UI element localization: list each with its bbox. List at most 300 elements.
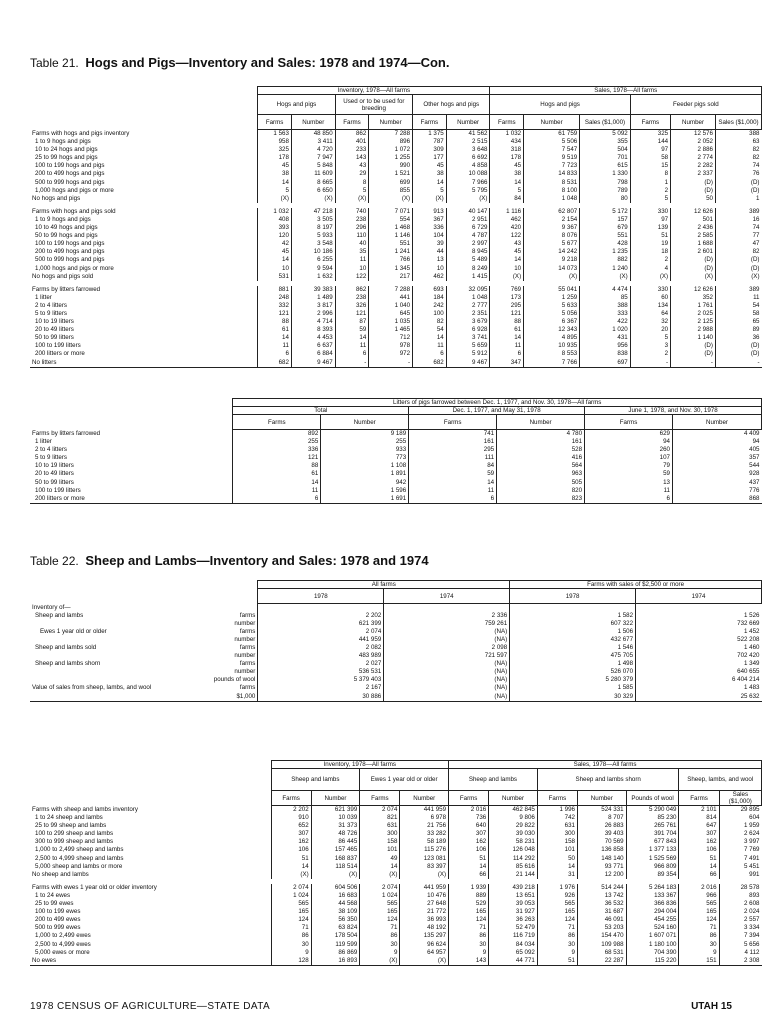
row-label (30, 636, 258, 644)
cell-value: 38 (413, 170, 447, 178)
cell-value: 71 (271, 924, 311, 932)
col-farms: Farms (413, 115, 447, 130)
cell-value: 6 255 (291, 256, 335, 264)
row-label: 1,000 hogs and pigs or more (35, 264, 114, 272)
col-number: Number (321, 415, 409, 430)
litters-heading: Litters of pigs farrowed between Dec. 1, 1977, and Nov. 30, 1978—All farms (233, 399, 762, 407)
table-row (30, 310, 762, 318)
cell-value: 2 024 (719, 908, 761, 916)
cell-value: 2 337 (671, 170, 716, 178)
row-unit: farms (239, 627, 256, 635)
cell-value: 401 (335, 138, 369, 146)
cell-value: 94 (585, 438, 673, 446)
col-farms: Farms (630, 115, 670, 130)
cell-value: 3 (630, 342, 670, 350)
cell-value: 8 076 (524, 232, 580, 240)
col-number: Number (489, 791, 538, 806)
row-label: 2 to 4 litters (35, 301, 67, 309)
cell-value: 36 993 (400, 916, 449, 924)
cell-value: 702 420 (636, 652, 762, 660)
row-label-text: Sheep and lambs sold (35, 643, 97, 651)
cell-value: 352 (671, 294, 716, 302)
cell-value: 178 (258, 154, 292, 162)
cell-value: 1 976 (537, 884, 577, 892)
t22-detail-group-sales: Sales, 1978—All farms (449, 761, 762, 769)
table-row (30, 892, 762, 900)
cell-value: 2 515 (446, 138, 490, 146)
cell-value: 124 (449, 916, 489, 924)
cell-value: 51 (271, 855, 311, 863)
cell-value: 1 607 071 (626, 932, 679, 940)
table-row (30, 146, 762, 154)
cell-value: 115 276 (400, 846, 449, 854)
table-row (30, 334, 762, 342)
cell-value: 178 (490, 154, 524, 162)
cell-value: 143 (449, 957, 489, 966)
col-farms: Farms (360, 791, 400, 806)
cell-value: 82 (413, 318, 447, 326)
col-number: Number (671, 115, 716, 130)
cell-value: 173 (490, 294, 524, 302)
cell-value: 85 230 (626, 814, 679, 822)
cell-value: 928 (673, 470, 762, 478)
cell-value: 84 (409, 462, 497, 470)
cell-value: 93 771 (578, 863, 627, 871)
row-label (30, 660, 258, 668)
row-label (30, 438, 233, 446)
cell-value: 20 (630, 326, 670, 334)
cell-value: 1 891 (321, 470, 409, 478)
cell-value: 255 (233, 438, 321, 446)
cell-value: 1 460 (636, 644, 762, 652)
cell-value: 29 822 (489, 822, 538, 830)
cell-value: 110 (335, 232, 369, 240)
cell-value: 21 772 (400, 908, 449, 916)
cell-value: 564 (497, 462, 585, 470)
cell-value: 536 531 (258, 668, 384, 676)
cell-value: 736 (449, 814, 489, 822)
cell-value: (X) (671, 273, 716, 281)
table-row (30, 855, 762, 863)
cell-value: 36 532 (578, 900, 627, 908)
cell-value: 652 (271, 822, 311, 830)
cell-value: 88 (490, 318, 524, 326)
cell-value: 855 (369, 187, 413, 195)
table-row (30, 342, 762, 350)
cell-value: 1 (715, 195, 761, 203)
cell-value: 45 (258, 162, 292, 170)
table22-detail (30, 760, 762, 966)
row-label (30, 604, 258, 612)
cell-value: 8 665 (291, 179, 335, 187)
cell-value: 7 288 (369, 130, 413, 139)
col-sales: Sales ($1,000) (719, 791, 761, 806)
cell-value: 640 655 (636, 668, 762, 676)
cell-value: 1 146 (369, 232, 413, 240)
footer-right: UTAH 15 (691, 1001, 732, 1012)
cell-value: 242 (413, 302, 447, 310)
cell-value: 483 989 (258, 652, 384, 660)
table-row (30, 871, 762, 879)
cell-value: 1 761 (671, 302, 716, 310)
cell-value: 14 (258, 334, 292, 342)
cell-value: 101 (537, 846, 577, 854)
cell-value: 66 (679, 871, 719, 879)
cell-value: 29 (335, 170, 369, 178)
cell-value: - (335, 359, 369, 368)
row-label: 200 to 499 hogs and pigs (35, 170, 105, 178)
cell-value: 1 632 (291, 273, 335, 281)
t22-detail-group-inventory: Inventory, 1978—All farms (271, 761, 449, 769)
cell-value: 14 (409, 479, 497, 487)
cell-value (258, 604, 384, 612)
cell-value: 1 048 (524, 195, 580, 203)
cell-value: 889 (449, 892, 489, 900)
row-label-text: 100 to 199 litters (35, 486, 81, 494)
cell-value: 823 (497, 495, 585, 504)
cell-value: (D) (671, 265, 716, 273)
cell-value: 7 491 (719, 855, 761, 863)
table-row (30, 628, 762, 636)
cell-value: 4 (630, 265, 670, 273)
cell-value: 862 (335, 286, 369, 294)
cell-value: 420 (490, 224, 524, 232)
col-1978: 1978 (510, 589, 636, 604)
row-label: Farms with sheep and lambs inventory (32, 805, 138, 813)
cell-value: 14 (537, 863, 577, 871)
cell-value: 11 (715, 294, 761, 302)
cell-value: 59 (409, 470, 497, 478)
cell-value: 84 (490, 195, 524, 203)
table-row (30, 941, 762, 949)
row-label: 200 to 499 ewes (35, 916, 81, 924)
cell-value: 336 (233, 446, 321, 454)
cell-value: 63 (715, 138, 761, 146)
litters-period-2: June 1, 1978, and Nov. 30, 1978 (585, 407, 762, 415)
cell-value: 79 (585, 462, 673, 470)
cell-value: 56 350 (311, 916, 360, 924)
col-farms: Farms (490, 115, 524, 130)
table-row (30, 359, 762, 368)
cell-value: 9 467 (291, 359, 335, 368)
cell-value: 1 024 (360, 892, 400, 900)
table-row (30, 318, 762, 326)
table22-title (30, 553, 429, 568)
row-label: No ewes (30, 957, 271, 966)
cell-value: 5 (630, 334, 670, 342)
cell-value: 5 (490, 187, 524, 195)
cell-value: 121 (490, 310, 524, 318)
cell-value: 2 585 (671, 232, 716, 240)
table-row (30, 170, 762, 178)
table-row (30, 660, 762, 668)
cell-value: 54 (413, 326, 447, 334)
cell-value: 43 (335, 162, 369, 170)
table-row (30, 286, 762, 294)
cell-value: 121 (335, 310, 369, 318)
col-number: Number (673, 415, 762, 430)
cell-value: 7 966 (446, 179, 490, 187)
cell-value: 1 255 (369, 154, 413, 162)
cell-value: 46 091 (578, 916, 627, 924)
cell-value: 2 052 (671, 138, 716, 146)
cell-value: 12 626 (671, 208, 716, 216)
row-label: No hogs and pigs (32, 194, 81, 202)
cell-value: 133 367 (626, 892, 679, 900)
cell-value: 44 568 (311, 900, 360, 908)
cell-value: 88 (233, 462, 321, 470)
cell-value: 300 (360, 830, 400, 838)
cell-value: 10 039 (311, 814, 360, 822)
cell-value: 27 648 (400, 900, 449, 908)
cell-value: 11 (335, 342, 369, 350)
table21-title-prefix: Table 21. (30, 56, 79, 70)
cell-value: 30 (271, 941, 311, 949)
cell-value: 30 (449, 941, 489, 949)
t21-sub-breeding: Used or to be used for breeding (335, 95, 412, 115)
cell-value: 318 (490, 146, 524, 154)
cell-value: 86 445 (311, 838, 360, 846)
cell-value: 8 100 (524, 187, 580, 195)
cell-value: 773 (321, 454, 409, 462)
table-row (30, 620, 762, 628)
cell-value: 1 140 (671, 334, 716, 342)
cell-value: 990 (369, 162, 413, 170)
cell-value: 40 (335, 240, 369, 248)
cell-value: 2 154 (524, 216, 580, 224)
cell-value: 2 (630, 187, 670, 195)
cell-value: 330 (630, 208, 670, 216)
cell-value: 9 367 (524, 224, 580, 232)
t21-sub-hogs: Hogs and pigs (258, 95, 335, 115)
table-row (30, 470, 762, 478)
cell-value: 6 (409, 495, 497, 504)
cell-value: 2 101 (679, 806, 719, 815)
row-label: 100 to 199 hogs and pigs (35, 240, 105, 248)
cell-value: 5 633 (524, 302, 580, 310)
cell-value: 1 020 (580, 326, 630, 334)
cell-value: 1 585 (510, 684, 636, 692)
cell-value: 2 282 (671, 162, 716, 170)
cell-value: 143 (335, 154, 369, 162)
cell-value: 120 (258, 232, 292, 240)
cell-value: 7 394 (719, 932, 761, 940)
cell-value: 8 945 (446, 248, 490, 256)
row-label (30, 684, 258, 692)
cell-value: (D) (671, 256, 716, 264)
cell-value: 10 (413, 265, 447, 273)
cell-value: 168 837 (311, 855, 360, 863)
row-label: 300 to 999 sheep and lambs (35, 838, 114, 846)
table21-main (30, 86, 762, 368)
cell-value: 260 (585, 446, 673, 454)
cell-value: 798 (580, 179, 630, 187)
table-row (30, 248, 762, 256)
cell-value: 766 (369, 256, 413, 264)
cell-value: 615 (580, 162, 630, 170)
row-label (30, 470, 233, 478)
cell-value: 49 (360, 855, 400, 863)
row-unit: $1,000 (236, 692, 256, 700)
table-row (30, 187, 762, 195)
cell-value: 1 996 (537, 806, 577, 815)
col-sales: Sales ($1,000) (715, 115, 761, 130)
table-row (30, 693, 762, 702)
cell-value: 6 729 (446, 224, 490, 232)
cell-value: 14 (360, 863, 400, 871)
cell-value: 63 824 (311, 924, 360, 932)
cell-value: 682 (413, 359, 447, 368)
cell-value: 607 322 (510, 620, 636, 628)
cell-value: 59 (335, 326, 369, 334)
row-unit: farms (239, 611, 256, 619)
cell-value: 1 468 (369, 224, 413, 232)
table21-title (30, 55, 449, 70)
cell-value: 58 (630, 154, 670, 162)
cell-value: 9 (537, 949, 577, 957)
cell-value: - (671, 359, 716, 368)
cell-value: 5 (335, 187, 369, 195)
cell-value: 7 766 (524, 359, 580, 368)
cell-value: 956 (580, 342, 630, 350)
cell-value: 106 (271, 846, 311, 854)
cell-value: 118 514 (311, 863, 360, 871)
cell-value: 101 (360, 846, 400, 854)
cell-value: (X) (311, 871, 360, 879)
row-label: 100 to 199 ewes (35, 908, 81, 916)
row-label: Farms with ewes 1 year old or older inventory (32, 883, 157, 891)
cell-value: 59 (585, 470, 673, 478)
cell-value: 1 040 (369, 302, 413, 310)
cell-value: 45 (490, 248, 524, 256)
cell-value: 144 (630, 138, 670, 146)
cell-value: 5 172 (580, 208, 630, 216)
cell-value: (X) (360, 957, 400, 966)
cell-value: 2 774 (671, 154, 716, 162)
cell-value: 336 (413, 224, 447, 232)
cell-value: 2 (630, 256, 670, 264)
table-row (30, 924, 762, 932)
cell-value: 389 (715, 208, 761, 216)
cell-value: 5 092 (580, 130, 630, 139)
cell-value: 896 (369, 138, 413, 146)
col-number: Number (311, 791, 360, 806)
row-label: 25 to 99 ewes (35, 900, 74, 908)
cell-value: 428 (580, 240, 630, 248)
cell-value: 6 928 (446, 326, 490, 334)
row-unit: number (234, 652, 256, 660)
cell-value: 1 349 (636, 660, 762, 668)
cell-value: 114 292 (489, 855, 538, 863)
table-row (30, 908, 762, 916)
cell-value: 1 582 (510, 612, 636, 620)
cell-value: 9 (360, 949, 400, 957)
cell-value: 2 951 (446, 216, 490, 224)
cell-value: 54 (715, 302, 761, 310)
cell-value: 77 (715, 232, 761, 240)
row-label: 1,000 to 2,499 ewes (35, 932, 91, 940)
cell-value: 1 521 (369, 170, 413, 178)
cell-value: 528 (497, 446, 585, 454)
cell-value: 14 (449, 863, 489, 871)
cell-value: 13 651 (489, 892, 538, 900)
cell-value: 759 261 (384, 620, 510, 628)
row-label (30, 479, 233, 487)
cell-value: 2 027 (258, 660, 384, 668)
cell-value: 55 041 (524, 286, 580, 294)
cell-value: 5 264 183 (626, 884, 679, 892)
cell-value: 121 (258, 310, 292, 318)
col-number: Number (446, 115, 490, 130)
cell-value: 70 569 (578, 838, 627, 846)
cell-value: 9 519 (524, 154, 580, 162)
cell-value: 8 707 (578, 814, 627, 822)
cell-value: (D) (715, 179, 761, 187)
table-row (30, 256, 762, 264)
cell-value: 5 280 379 (510, 676, 636, 684)
cell-value: 248 (258, 294, 292, 302)
cell-value: 86 869 (311, 949, 360, 957)
cell-value: 693 (413, 286, 447, 294)
cell-value: 526 070 (510, 668, 636, 676)
cell-value: (X) (446, 195, 490, 203)
cell-value: 48 726 (311, 830, 360, 838)
cell-value: 8 197 (291, 224, 335, 232)
cell-value: 769 (490, 286, 524, 294)
row-label: No litters (30, 359, 258, 368)
table-row (30, 604, 762, 612)
table21-title-main: Hogs and Pigs—Inventory and Sales: 1978 and 1974—Con. (85, 55, 450, 70)
cell-value: 307 (449, 830, 489, 838)
cell-value: 554 (369, 216, 413, 224)
cell-value: (X) (630, 273, 670, 281)
cell-value: 2 074 (360, 806, 400, 815)
cell-value: 820 (497, 487, 585, 495)
col-farms: Farms (679, 791, 719, 806)
cell-value: 85 616 (489, 863, 538, 871)
row-label (30, 693, 258, 702)
cell-value: 85 (580, 294, 630, 302)
row-label (30, 676, 258, 684)
row-label: No sheep and lambs (32, 870, 89, 878)
cell-value: 11 (490, 342, 524, 350)
cell-value: 87 (335, 318, 369, 326)
cell-value: 165 (360, 908, 400, 916)
table-row (30, 838, 762, 846)
cell-value: 26 883 (578, 822, 627, 830)
row-label: 1 to 9 hogs and pigs (35, 138, 91, 146)
cell-value: 48 850 (291, 130, 335, 139)
cell-value: 431 (580, 334, 630, 342)
row-label: No hogs and pigs sold (32, 272, 94, 280)
cell-value: 978 (369, 342, 413, 350)
cell-value: 2 436 (671, 224, 716, 232)
cell-value: 1 345 (369, 265, 413, 273)
table-row (30, 814, 762, 822)
cell-value: 881 (258, 286, 292, 294)
cell-value: 7 071 (369, 208, 413, 216)
row-label: Farms with hogs and pigs sold (32, 207, 116, 215)
cell-value: 776 (673, 487, 762, 495)
cell-value: 4 895 (524, 334, 580, 342)
cell-value: 1 415 (446, 273, 490, 281)
col-farms: Farms (449, 791, 489, 806)
cell-value: 32 (630, 318, 670, 326)
cell-value: 82 (715, 248, 761, 256)
cell-value: 434 (490, 138, 524, 146)
col-farms: Farms (585, 415, 673, 430)
row-label: 500 to 999 hogs and pigs (35, 178, 105, 186)
